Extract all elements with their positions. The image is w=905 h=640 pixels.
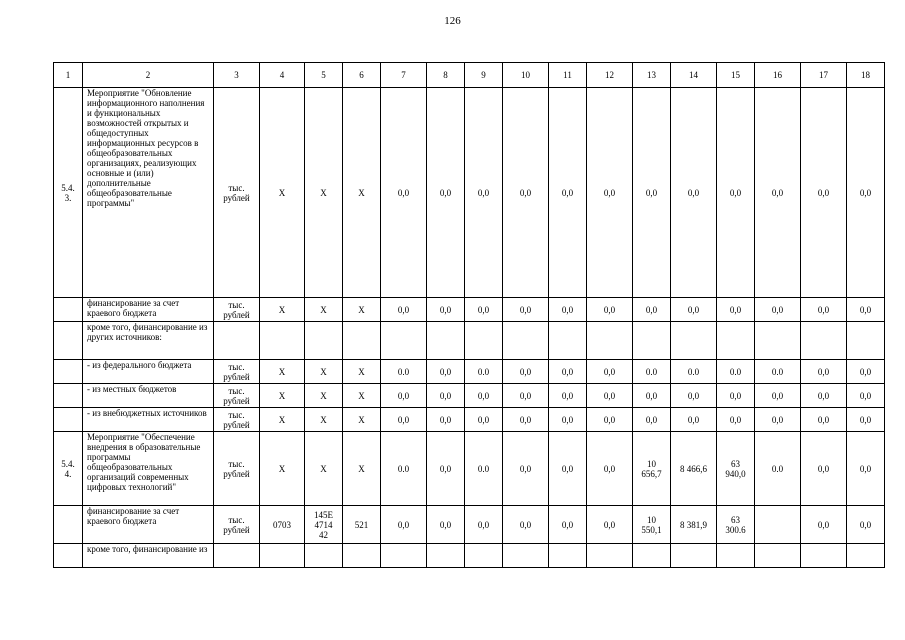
value-cell bbox=[755, 322, 801, 360]
value-cell bbox=[801, 322, 847, 360]
column-header: 1 bbox=[54, 63, 83, 88]
table-row bbox=[54, 408, 885, 432]
column-header: 9 bbox=[465, 63, 503, 88]
value-cell: 0,0 bbox=[381, 408, 427, 432]
value-cell bbox=[633, 544, 671, 568]
value-cell: 0,0 bbox=[801, 432, 847, 506]
value-cell: 0.0 bbox=[381, 432, 427, 506]
code-cell: X bbox=[305, 88, 343, 298]
unit-cell: тыс. рублей bbox=[214, 384, 260, 408]
value-cell: 63 300.6 bbox=[717, 506, 755, 544]
table-row bbox=[54, 360, 885, 384]
code-cell: X bbox=[343, 88, 381, 298]
code-cell: X bbox=[343, 408, 381, 432]
value-cell: 0,0 bbox=[801, 384, 847, 408]
code-cell bbox=[343, 544, 381, 568]
value-cell: 0,0 bbox=[801, 360, 847, 384]
value-cell: 0,0 bbox=[633, 384, 671, 408]
value-cell bbox=[847, 322, 885, 360]
value-cell bbox=[671, 322, 717, 360]
value-cell: 0,0 bbox=[549, 360, 587, 384]
value-cell bbox=[503, 322, 549, 360]
value-cell: 0,0 bbox=[427, 506, 465, 544]
code-cell: X bbox=[305, 408, 343, 432]
column-header: 13 bbox=[633, 63, 671, 88]
value-cell: 10 550,1 bbox=[633, 506, 671, 544]
value-cell: 0,0 bbox=[671, 408, 717, 432]
unit-cell bbox=[214, 322, 260, 360]
value-cell: 0,0 bbox=[633, 88, 671, 298]
value-cell bbox=[633, 322, 671, 360]
value-cell: 0,0 bbox=[465, 408, 503, 432]
value-cell bbox=[755, 506, 801, 544]
value-cell: 0,0 bbox=[503, 298, 549, 322]
value-cell bbox=[381, 322, 427, 360]
value-cell bbox=[465, 544, 503, 568]
value-cell bbox=[587, 322, 633, 360]
code-cell bbox=[260, 544, 305, 568]
value-cell: 0,0 bbox=[847, 408, 885, 432]
value-cell: 0,0 bbox=[587, 88, 633, 298]
value-cell: 0,0 bbox=[549, 298, 587, 322]
code-cell: X bbox=[260, 432, 305, 506]
value-cell: 0,0 bbox=[427, 384, 465, 408]
page-number: 126 bbox=[444, 15, 461, 27]
value-cell: 8 381,9 bbox=[671, 506, 717, 544]
value-cell: 0,0 bbox=[755, 384, 801, 408]
item-name: - из федерального бюджета bbox=[83, 360, 214, 384]
code-cell: X bbox=[260, 360, 305, 384]
value-cell bbox=[801, 544, 847, 568]
item-number bbox=[54, 360, 83, 384]
column-header: 16 bbox=[755, 63, 801, 88]
item-name: финансирование за счет краевого бюджета bbox=[83, 298, 214, 322]
item-number: 5.4. 3. bbox=[54, 88, 83, 298]
value-cell: 0,0 bbox=[847, 384, 885, 408]
value-cell: 0,0 bbox=[381, 88, 427, 298]
value-cell: 0,0 bbox=[587, 298, 633, 322]
value-cell: 0,0 bbox=[465, 88, 503, 298]
table-row bbox=[54, 384, 885, 408]
value-cell: 0,0 bbox=[427, 432, 465, 506]
unit-cell: тыс. рублей bbox=[214, 298, 260, 322]
code-cell: X bbox=[260, 384, 305, 408]
value-cell bbox=[717, 322, 755, 360]
unit-cell: тыс. рублей bbox=[214, 408, 260, 432]
code-cell: X bbox=[343, 360, 381, 384]
value-cell: 0,0 bbox=[427, 298, 465, 322]
value-cell: 0,0 bbox=[671, 298, 717, 322]
value-cell bbox=[549, 322, 587, 360]
column-header: 2 bbox=[83, 63, 214, 88]
value-cell: 0,0 bbox=[503, 360, 549, 384]
value-cell: 0,0 bbox=[801, 298, 847, 322]
value-cell: 0,0 bbox=[381, 506, 427, 544]
value-cell: 0,0 bbox=[549, 506, 587, 544]
value-cell: 0,0 bbox=[847, 506, 885, 544]
code-cell: X bbox=[260, 88, 305, 298]
value-cell: 0,0 bbox=[549, 384, 587, 408]
code-cell: X bbox=[305, 432, 343, 506]
value-cell: 0,0 bbox=[381, 298, 427, 322]
value-cell: 0,0 bbox=[587, 384, 633, 408]
unit-cell bbox=[214, 544, 260, 568]
value-cell: 0,0 bbox=[503, 408, 549, 432]
value-cell: 0,0 bbox=[465, 506, 503, 544]
value-cell bbox=[427, 544, 465, 568]
column-header: 10 bbox=[503, 63, 549, 88]
column-header: 11 bbox=[549, 63, 587, 88]
item-number bbox=[54, 408, 83, 432]
value-cell: 0,0 bbox=[671, 88, 717, 298]
code-cell bbox=[305, 544, 343, 568]
column-header: 17 bbox=[801, 63, 847, 88]
value-cell: 0,0 bbox=[671, 384, 717, 408]
value-cell bbox=[671, 544, 717, 568]
code-cell bbox=[343, 322, 381, 360]
value-cell: 0.0 bbox=[465, 360, 503, 384]
value-cell: 0,0 bbox=[755, 298, 801, 322]
column-header: 15 bbox=[717, 63, 755, 88]
value-cell: 0,0 bbox=[755, 408, 801, 432]
column-header: 12 bbox=[587, 63, 633, 88]
value-cell: 0,0 bbox=[801, 506, 847, 544]
column-header: 3 bbox=[214, 63, 260, 88]
code-cell: X bbox=[305, 360, 343, 384]
value-cell: 0,0 bbox=[549, 408, 587, 432]
code-cell: X bbox=[343, 384, 381, 408]
code-cell bbox=[305, 322, 343, 360]
value-cell: 0,0 bbox=[427, 408, 465, 432]
item-number bbox=[54, 544, 83, 568]
code-cell: 145E 4714 42 bbox=[305, 506, 343, 544]
value-cell: 0,0 bbox=[465, 384, 503, 408]
value-cell: 0.0 bbox=[717, 360, 755, 384]
column-header: 8 bbox=[427, 63, 465, 88]
unit-cell: тыс. рублей bbox=[214, 432, 260, 506]
value-cell bbox=[381, 544, 427, 568]
unit-cell: тыс. рублей bbox=[214, 360, 260, 384]
value-cell: 0,0 bbox=[633, 408, 671, 432]
item-name: - из внебюджетных источников bbox=[83, 408, 214, 432]
value-cell bbox=[587, 544, 633, 568]
code-cell: X bbox=[260, 408, 305, 432]
value-cell: 0,0 bbox=[549, 88, 587, 298]
value-cell: 0,0 bbox=[717, 298, 755, 322]
table-row bbox=[54, 88, 885, 298]
value-cell: 0.0 bbox=[465, 432, 503, 506]
item-name: кроме того, финансирование из других источников: bbox=[83, 322, 214, 360]
value-cell: 0,0 bbox=[587, 408, 633, 432]
header-row bbox=[54, 63, 885, 88]
item-number bbox=[54, 322, 83, 360]
item-name: Мероприятие "Обновление информационного наполнения и функциональных возможностей открытых и общедоступных информационных ресурсов в общеобразовательных организациях, реализующих основные и (или) дополнительные общеобразовательные программы" bbox=[83, 88, 214, 298]
value-cell: 0,0 bbox=[503, 88, 549, 298]
code-cell: X bbox=[305, 384, 343, 408]
value-cell bbox=[717, 544, 755, 568]
value-cell: 0,0 bbox=[503, 384, 549, 408]
value-cell: 0,0 bbox=[717, 88, 755, 298]
item-name: - из местных бюджетов bbox=[83, 384, 214, 408]
value-cell bbox=[755, 544, 801, 568]
value-cell: 10 656,7 bbox=[633, 432, 671, 506]
value-cell: 0,0 bbox=[587, 360, 633, 384]
value-cell: 0,0 bbox=[755, 88, 801, 298]
table-row bbox=[54, 544, 885, 568]
value-cell: 0,0 bbox=[381, 384, 427, 408]
value-cell: 0.0 bbox=[671, 360, 717, 384]
column-header: 6 bbox=[343, 63, 381, 88]
unit-cell: тыс. рублей bbox=[214, 506, 260, 544]
value-cell: 0.0 bbox=[755, 432, 801, 506]
value-cell: 0,0 bbox=[847, 432, 885, 506]
value-cell: 0,0 bbox=[801, 408, 847, 432]
code-cell bbox=[260, 322, 305, 360]
value-cell: 0,0 bbox=[633, 298, 671, 322]
value-cell: 0,0 bbox=[549, 432, 587, 506]
code-cell: 0703 bbox=[260, 506, 305, 544]
column-header: 5 bbox=[305, 63, 343, 88]
code-cell: 521 bbox=[343, 506, 381, 544]
value-cell: 0,0 bbox=[427, 88, 465, 298]
value-cell: 0,0 bbox=[503, 432, 549, 506]
code-cell: X bbox=[343, 298, 381, 322]
value-cell: 0.0 bbox=[755, 360, 801, 384]
item-name: Мероприятие "Обеспечение внедрения в образовательные программы общеобразовательных организаций современных цифровых технологий" bbox=[83, 432, 214, 506]
code-cell: X bbox=[260, 298, 305, 322]
value-cell bbox=[503, 544, 549, 568]
budget-table bbox=[53, 62, 885, 568]
value-cell: 0,0 bbox=[847, 88, 885, 298]
value-cell: 0,0 bbox=[717, 408, 755, 432]
value-cell: 0,0 bbox=[427, 360, 465, 384]
value-cell: 0,0 bbox=[801, 88, 847, 298]
value-cell: 8 466,6 bbox=[671, 432, 717, 506]
column-header: 7 bbox=[381, 63, 427, 88]
unit-cell: тыс. рублей bbox=[214, 88, 260, 298]
item-number bbox=[54, 384, 83, 408]
column-header: 18 bbox=[847, 63, 885, 88]
value-cell bbox=[427, 322, 465, 360]
item-number bbox=[54, 506, 83, 544]
value-cell bbox=[465, 322, 503, 360]
column-header: 4 bbox=[260, 63, 305, 88]
column-header: 14 bbox=[671, 63, 717, 88]
value-cell bbox=[549, 544, 587, 568]
table-row bbox=[54, 322, 885, 360]
value-cell: 0,0 bbox=[717, 384, 755, 408]
item-name: кроме того, финансирование из bbox=[83, 544, 214, 568]
value-cell: 0,0 bbox=[465, 298, 503, 322]
code-cell: X bbox=[305, 298, 343, 322]
table-row bbox=[54, 432, 885, 506]
value-cell: 0,0 bbox=[587, 506, 633, 544]
item-name: финансирование за счет краевого бюджета bbox=[83, 506, 214, 544]
value-cell: 0,0 bbox=[847, 360, 885, 384]
value-cell: 0.0 bbox=[633, 360, 671, 384]
code-cell: X bbox=[343, 432, 381, 506]
table-row bbox=[54, 506, 885, 544]
value-cell: 0,0 bbox=[503, 506, 549, 544]
value-cell: 63 940,0 bbox=[717, 432, 755, 506]
item-number bbox=[54, 298, 83, 322]
value-cell: 0,0 bbox=[587, 432, 633, 506]
table-row bbox=[54, 298, 885, 322]
item-number: 5.4. 4. bbox=[54, 432, 83, 506]
value-cell bbox=[847, 544, 885, 568]
value-cell: 0.0 bbox=[381, 360, 427, 384]
value-cell: 0,0 bbox=[847, 298, 885, 322]
